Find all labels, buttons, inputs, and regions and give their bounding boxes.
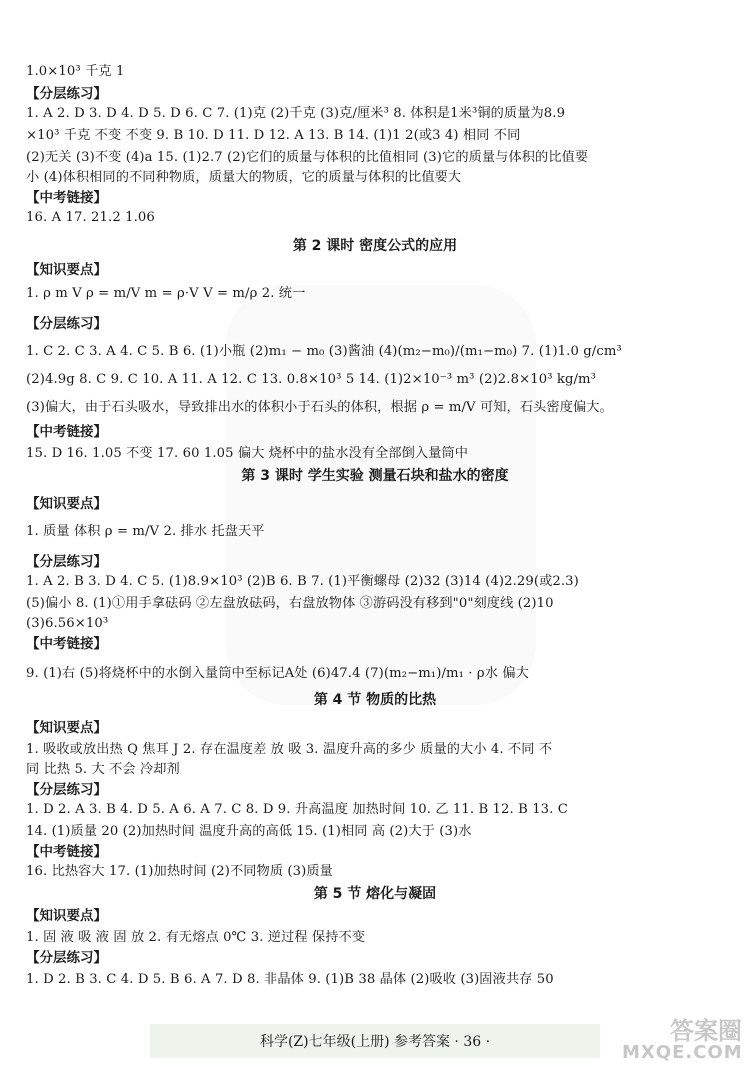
section-title: 第 2 课时 密度公式的应用 (292, 238, 458, 254)
section-header: 【知识要点】 (26, 262, 107, 278)
section-header: 【知识要点】 (26, 908, 107, 924)
watermark-logo (622, 1017, 743, 1064)
answer-line: 1. 固 液 吸 液 固 放 2. 有无熔点 0℃ 3. 逆过程 保持不变 (26, 930, 366, 945)
answer-line: 1. A 2. B 3. D 4. C 5. (1)8.9×10³ (2)B 6. B 7. (1)平衡螺母 (2)32 (3)14 (4)2.29(或2.3) (26, 574, 579, 589)
answer-line: 1. C 2. C 3. A 4. C 5. B 6. (1)小瓶 (2)m₁ − m₀ (3)酱油 (4)(m₂−m₀)/(m₁−m₀) 7. (1)1.0 g/cm³ (26, 344, 622, 359)
section-header: 【分层练习】 (26, 86, 107, 102)
answer-line: 1. A 2. D 3. D 4. D 5. D 6. C 7. (1)克 (2)千克 (3)克/厘米³ 8. 体积是1米³铜的质量为8.9 (26, 106, 566, 121)
section-header: 【分层练习】 (26, 316, 107, 332)
answer-line: 14. (1)质量 20 (2)加热时间 温度升高的高低 15. (1)相同 高 (2)大于 (3)水 (26, 824, 472, 839)
answer-line: (2)无关 (3)不变 (4)a 15. (1)2.7 (2)它们的质量与体积的比值相同 (3)它的质量与体积的比值要 (26, 150, 589, 165)
answer-line: (5)偏小 8. (1)①用手拿砝码 ②左盘放砝码，右盘放物体 ③游码没有移到"0"刻度线 (2)10 (26, 596, 554, 611)
watermark-line2: MXQE.COM (622, 1042, 743, 1063)
answer-line: ×10³ 千克 不变 不变 9. B 10. D 11. D 12. A 13. B 14. (1)1 2(或3 4) 相同 不同 (26, 128, 521, 143)
section-header: 【知识要点】 (26, 720, 107, 736)
answer-line: 1.0×10³ 千克 1 (26, 64, 125, 79)
section-header: 【中考链接】 (26, 190, 107, 206)
answer-line: 15. D 16. 1.05 不变 17. 60 1.05 偏大 烧杯中的盐水没有全部倒入量筒中 (26, 446, 469, 461)
watermark-line1: 答案圈 (670, 1017, 742, 1045)
answer-line: 小 (4)体积相同的不同种物质，质量大的物质，它的质量与体积的比值要大 (26, 170, 462, 185)
answer-line: (2)4.9g 8. C 9. C 10. A 11. A 12. C 13. 0.8×10³ 5 14. (1)2×10⁻³ m³ (2)2.8×10³ kg/m³ (26, 372, 597, 387)
answer-line: 1. D 2. A 3. B 4. D 5. A 6. A 7. C 8. D 9. 升高温度 加热时间 10. 乙 11. B 12. B 13. C (26, 802, 568, 817)
answer-line: 1. ρ m V ρ = m/V m = ρ·V V = m/ρ 2. 统一 (26, 286, 306, 301)
answer-line: (3)6.56×10³ (26, 616, 109, 631)
answer-line: 16. 比热容大 17. (1)加热时间 (2)不同物质 (3)质量 (26, 864, 333, 879)
section-header: 【分层练习】 (26, 554, 107, 570)
section-title: 第 4 节 物质的比热 (313, 692, 437, 708)
answer-line: 1. 质量 体积 ρ = m/V 2. 排水 托盘天平 (26, 524, 265, 539)
section-header: 【中考链接】 (26, 636, 107, 652)
section-header: 【知识要点】 (26, 496, 107, 512)
answer-line: 16. A 17. 21.2 1.06 (26, 210, 155, 225)
answer-line: 9. (1)右 (5)将烧杯中的水倒入量筒中至标记A处 (6)47.4 (7)(m₂−m₁)/m₁ · ρ水 偏大 (26, 666, 529, 681)
section-title: 第 3 课时 学生实验 测量石块和盐水的密度 (241, 468, 509, 484)
section-header: 【分层练习】 (26, 950, 107, 966)
answer-line: 同 比热 5. 大 不会 冷却剂 (26, 762, 180, 777)
page-footer (150, 1024, 600, 1058)
answer-line: 1. 吸收或放出热 Q 焦耳 J 2. 存在温度差 放 吸 3. 温度升高的多少 质量的大小 4. 不同 不 (26, 742, 553, 757)
section-header: 【分层练习】 (26, 782, 107, 798)
answer-line: (3)偏大，由于石头吸水，导致排出水的体积小于石头的体积，根据 ρ = m/V 可知，石头密度偏大。 (26, 400, 613, 415)
section-header: 【中考链接】 (26, 424, 107, 440)
section-title: 第 5 节 熔化与凝固 (313, 886, 437, 902)
answer-line: 1. D 2. B 3. C 4. D 5. B 6. A 7. D 8. 非晶体 9. (1)B 38 晶体 (2)吸收 (3)固液共存 50 (26, 972, 554, 987)
section-header: 【中考链接】 (26, 844, 107, 860)
footer-text: 科学(Z)七年级(上册) 参考答案 · 36 · (259, 1034, 491, 1050)
